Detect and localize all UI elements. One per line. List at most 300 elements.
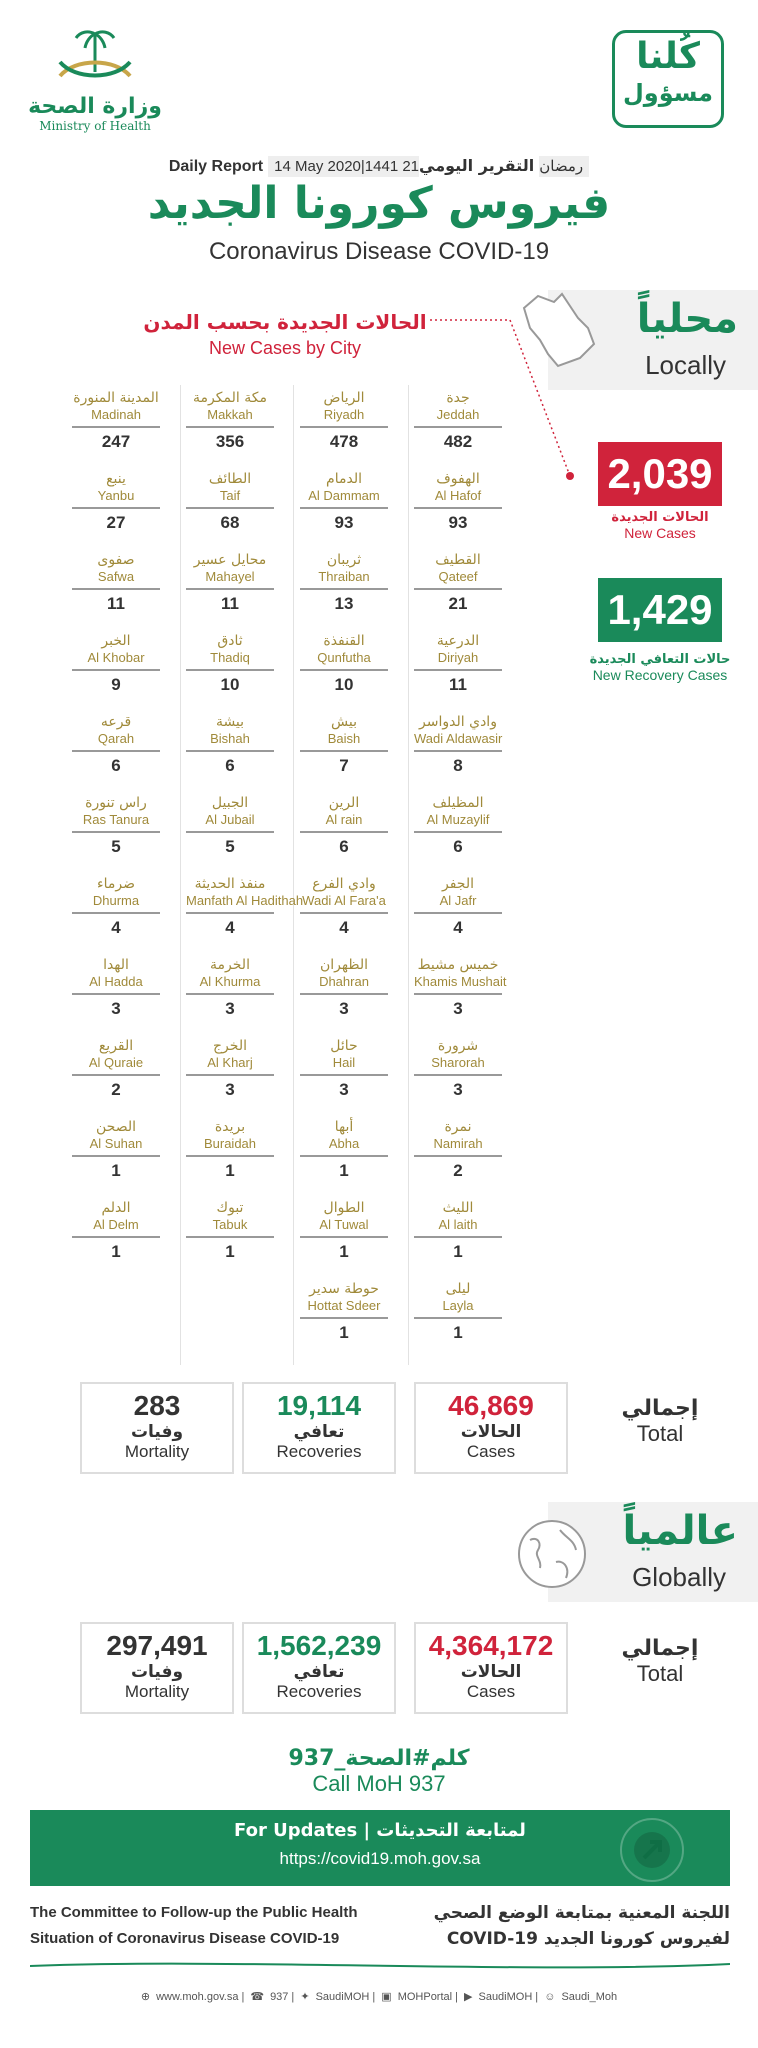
city-value: 1 [225,1161,235,1180]
global-mortality-value: 297,491 [106,1630,208,1661]
city-name-ar: الهدا [103,957,129,973]
city-separator [300,1317,388,1319]
city-name-en: Mahayel [205,569,255,584]
call-section [0,1746,758,1797]
city-name-en: Al rain [325,812,363,827]
updates-banner [30,1810,730,1886]
portal-icon: ▣ [381,1991,392,2003]
locally-ar: محلياً [636,296,738,342]
city-separator [186,669,274,671]
city-separator [300,669,388,671]
city-name-en: Al Jafr [439,893,477,908]
city-cell [300,471,388,533]
campaign-line2: مسؤول [622,79,714,107]
city-name-ar: الهفوف [436,471,480,487]
city-name-en: Makkah [207,407,253,422]
city-name-ar: منفذ الحديثة [194,876,266,892]
city-name-ar: ليلى [445,1281,471,1297]
city-cell [186,552,274,614]
city-cell [72,1200,160,1262]
city-name-ar: وادي الفرع [312,876,376,892]
city-name-en: Sharorah [431,1055,485,1070]
city-cell [300,876,388,938]
local-cases-ar: الحالات [460,1422,522,1442]
city-name-en: Abha [328,1136,360,1151]
city-cell [186,633,274,695]
city-value: 93 [448,513,468,532]
city-name-ar: القنفذة [323,633,365,649]
city-value: 3 [339,1080,349,1099]
new-recovery-caption [578,652,742,683]
city-separator [414,750,502,752]
city-value: 478 [329,432,359,451]
city-name-en: Wadi Al Fara'a [302,893,386,908]
grid-divider [293,385,294,1365]
city-separator [186,1155,274,1157]
city-separator [186,831,274,833]
global-cases-ar: الحالات [460,1662,522,1682]
city-value: 1 [225,1242,235,1261]
new-recovery-box: 1,429 [598,578,722,642]
city-cell [414,552,502,614]
city-cell [186,714,274,776]
city-cell [72,390,160,452]
city-cell [186,1200,274,1262]
city-separator [414,669,502,671]
city-cell [414,390,502,452]
city-separator [414,1155,502,1157]
city-separator [414,507,502,509]
youtube-icon: ▶ [464,1991,473,2003]
globe-small-icon: ⊕ [140,1991,151,2003]
city-separator [72,1236,160,1238]
city-cell [72,714,160,776]
global-recoveries-value: 1,562,239 [256,1630,382,1661]
globally-ar: عالمياً [622,1508,738,1554]
city-cell [414,1281,502,1343]
city-name-ar: تبوك [216,1200,244,1216]
updates-heading: For Updates | لمتابعة التحديثات [234,1820,526,1841]
new-cases-en: New Cases [624,525,696,541]
city-cell [72,1038,160,1100]
city-separator [186,426,274,428]
city-value: 4 [225,918,235,937]
city-separator [300,831,388,833]
city-separator [300,1074,388,1076]
city-name-ar: الليث [442,1200,474,1216]
city-cell [300,957,388,1019]
local-mortality-card [80,1382,234,1474]
city-value: 356 [215,432,245,451]
footer-portal[interactable]: MOHPortal [397,1991,453,2003]
global-total-ar: إجمالي [621,1636,699,1661]
city-separator [72,750,160,752]
city-name-en: Qateef [438,569,478,584]
city-separator [72,426,160,428]
city-value: 9 [111,675,121,694]
city-name-ar: بيش [331,714,357,730]
global-mortality-en: Mortality [124,1682,190,1701]
city-name-en: Al Tuwal [319,1217,369,1232]
city-value: 6 [339,837,349,856]
city-name-ar: الخرج [213,1038,247,1054]
committee-en-line1: The Committee to Follow-up the Public Health [30,1904,358,1921]
call-number[interactable]: Call MoH 937 [312,1771,446,1796]
city-name-ar: الدرعية [436,633,480,649]
city-name-ar: الدلم [101,1200,131,1216]
city-name-ar: صفوى [97,552,135,568]
local-recoveries-value: 19,114 [276,1390,362,1421]
city-name-en: Tabuk [212,1217,248,1232]
city-value: 247 [101,432,131,451]
new-recovery-en: New Recovery Cases [592,667,728,683]
city-name-en: Al Delm [93,1217,139,1232]
city-value: 482 [443,432,473,451]
footer-snap[interactable]: Saudi_Moh [561,1991,618,2003]
city-cell [72,957,160,1019]
city-separator [300,750,388,752]
city-name-ar: أبها [334,1119,354,1135]
city-value: 6 [453,837,463,856]
city-name-ar: شرورة [437,1038,479,1054]
city-name-ar: قرعه [100,714,132,730]
city-value: 4 [111,918,121,937]
city-cell [186,957,274,1019]
city-cell [300,795,388,857]
footer-wave [30,1956,730,1976]
city-name-ar: الرين [328,795,360,811]
city-name-ar: الصحن [96,1119,136,1135]
city-name-ar: وادي الدواسر [419,714,497,730]
city-cell [414,876,502,938]
local-total-en: Total [636,1421,684,1446]
city-separator [300,426,388,428]
city-separator [300,1155,388,1157]
city-value: 1 [339,1242,349,1261]
city-separator [72,912,160,914]
grid-divider [408,385,409,1365]
city-cell [414,1119,502,1181]
city-value: 1 [339,1323,349,1342]
city-separator [186,588,274,590]
city-cell [72,471,160,533]
city-value: 3 [225,1080,235,1099]
city-value: 3 [453,1080,463,1099]
committee-ar-line1: اللجنة المعنية بمتابعة الوضع الصحي [433,1903,730,1923]
city-separator [186,1074,274,1076]
grid-divider [180,385,181,1365]
city-value: 13 [334,594,354,613]
city-name-ar: ضرماء [97,876,135,892]
page-title-ar: فيروس كورونا الجديد [147,178,611,229]
new-cases-box: 2,039 [598,442,722,506]
snapchat-icon: ☺ [544,1991,556,2003]
locally-en: Locally [645,350,726,380]
city-value: 3 [453,999,463,1018]
city-name-en: Al Suhan [89,1136,143,1151]
city-value: 3 [225,999,235,1018]
city-name-ar: المظيلف [432,795,484,811]
city-cell [414,1200,502,1262]
phone-icon: ☎ [250,1991,265,2003]
city-name-ar: خميس مشيط [417,957,499,973]
city-name-en: Layla [442,1298,474,1313]
city-separator [414,912,502,914]
city-cell [300,633,388,695]
city-name-ar: الخرمة [210,957,250,973]
city-name-en: Qarah [97,731,135,746]
city-cell [300,1119,388,1181]
footer-youtube[interactable]: SaudiMOH [478,1991,533,2003]
city-name-ar: بيشة [215,714,245,730]
city-cell [300,714,388,776]
global-mortality-ar: وفيات [130,1662,184,1682]
city-separator [414,831,502,833]
city-value: 6 [111,756,121,775]
city-cell [186,795,274,857]
city-value: 1 [339,1161,349,1180]
palm-swords-icon [50,28,140,86]
city-value: 7 [339,756,349,775]
global-cases-en: Cases [466,1682,516,1701]
global-total-en: Total [636,1661,684,1686]
city-value: 10 [220,675,240,694]
city-separator [300,1236,388,1238]
city-value: 10 [334,675,354,694]
city-separator [72,1155,160,1157]
city-name-en: Buraidah [203,1136,257,1151]
city-value: 21 [448,594,468,613]
city-value: 3 [339,999,349,1018]
city-value: 1 [111,1242,121,1261]
city-name-ar: حوطة سدير [309,1281,379,1297]
city-name-ar: الطائف [208,471,252,487]
city-value: 8 [453,756,463,775]
city-value: 27 [106,513,126,532]
city-name-en: Al Khobar [87,650,145,665]
city-separator [186,1236,274,1238]
city-value: 6 [225,756,235,775]
city-cell [186,876,304,938]
updates-url-link[interactable]: https://covid19.moh.gov.sa [279,1849,481,1868]
city-separator [72,993,160,995]
city-name-ar: الظهران [320,957,368,973]
city-separator [186,912,274,914]
city-name-ar: المدينة المنورة [73,390,159,406]
city-name-en: Taif [219,488,241,503]
city-cell [300,1281,388,1343]
committee-en [30,1900,390,1952]
city-name-en: Yanbu [97,488,135,503]
city-separator [414,993,502,995]
campaign-line1: كُلنا [636,36,700,77]
city-name-en: Al Kharj [207,1055,253,1070]
city-name-ar: محايل عسير [193,552,267,568]
footer-twitter[interactable]: SaudiMOH [315,1991,370,2003]
city-name-en: Namirah [433,1136,483,1151]
city-value: 1 [453,1323,463,1342]
city-cell [72,795,160,857]
new-recovery-ar: حالات التعافي الجديدة [589,652,731,667]
city-name-en: Dhahran [319,974,369,989]
city-name-en: Manfath Al Hadithah [186,893,304,908]
city-name-en: Jeddah [436,407,480,422]
city-separator [414,1074,502,1076]
city-name-ar: القطيف [435,552,481,568]
city-value: 2 [111,1080,121,1099]
global-recoveries-en: Recoveries [276,1682,362,1701]
local-cases-card [414,1382,568,1474]
city-name-en: Qunfutha [317,650,371,665]
city-cell [72,552,160,614]
report-date: 14 May 2020|1441 21رمضان [268,156,589,177]
city-name-ar: ثريبان [326,552,362,568]
city-separator [300,588,388,590]
city-name-ar: نمرة [444,1119,472,1135]
city-separator [72,588,160,590]
city-name-en: Madinah [91,407,141,422]
city-value: 3 [111,999,121,1018]
city-name-ar: الطوال [323,1200,365,1216]
city-name-en: Baish [327,731,361,746]
city-separator [186,507,274,509]
city-heading-ar: الحالات الجديدة بحسب المدن [143,310,427,334]
city-cell [300,552,388,614]
city-separator [414,588,502,590]
global-recoveries-card [242,1622,396,1714]
call-hashtag: كلم#الصحة_937 [288,1746,470,1771]
daily-report-en: Daily Report [168,158,264,175]
city-name-ar: الرياض [323,390,365,406]
globe-icon [516,1518,588,1590]
city-name-en: Al Hafof [434,488,482,503]
city-name-ar: الجبيل [211,795,249,811]
city-value: 93 [334,513,354,532]
global-recoveries-ar: تعافي [293,1662,345,1682]
new-cases-caption [578,510,742,541]
city-cell [72,633,160,695]
city-value: 5 [111,837,121,856]
city-cell [414,633,502,695]
city-value: 11 [221,594,239,613]
city-value: 2 [453,1161,463,1180]
city-name-ar: حائل [330,1038,358,1054]
city-name-en: Al Khurma [199,974,261,989]
city-cell [186,471,274,533]
local-mortality-en: Mortality [124,1442,190,1461]
city-name-en: Al Quraie [88,1055,144,1070]
globally-en: Globally [632,1562,726,1592]
city-value: 4 [339,918,349,937]
city-name-en: Al Muzaylif [426,812,490,827]
footer-phone[interactable]: 937 [270,1991,289,2003]
city-separator [300,912,388,914]
local-total-label [600,1396,720,1447]
city-separator [300,993,388,995]
city-separator [72,669,160,671]
global-total-label [600,1636,720,1687]
new-cases-by-city-heading [100,310,470,359]
local-recoveries-card [242,1382,396,1474]
city-name-ar: الجفر [442,876,474,892]
city-name-ar: راس تنورة [85,795,147,811]
city-name-ar: القريع [98,1038,134,1054]
committee-en-line2: Situation of Coronavirus Disease COVID-19 [30,1930,340,1947]
city-heading-en: New Cases by City [208,338,362,358]
city-value: 4 [453,918,463,937]
city-name-en: Al Jubail [205,812,255,827]
city-cell [414,1038,502,1100]
footer-website[interactable]: www.moh.gov.sa [156,1991,239,2003]
city-name-en: Hottat Sdeer [307,1298,381,1313]
local-cases-value: 46,869 [448,1390,534,1421]
city-name-ar: الدمام [326,471,362,487]
new-cases-ar: الحالات الجديدة [611,510,709,525]
global-mortality-card [80,1622,234,1714]
city-cell [300,1200,388,1262]
city-name-en: Khamis Mushait [414,974,507,989]
moh-logo-ar: وزارة الصحة [28,94,162,119]
city-name-en: Wadi Aldawasir [414,731,503,746]
city-name-ar: ثادق [217,633,243,649]
city-cell [72,1119,160,1181]
footer-links: ⊕ www.moh.gov.sa | ☎ 937 | ✦ SaudiMOH | ▣ MOHPortal | ▶ SaudiMOH | ☺ Saudi_Moh [140,1991,618,2003]
arrow-icon [620,1818,684,1882]
campaign-logo [612,30,724,128]
city-cell [186,1038,274,1100]
city-name-ar: جدة [446,390,470,406]
local-mortality-value: 283 [133,1390,181,1421]
city-value: 11 [449,675,467,694]
twitter-icon: ✦ [300,1991,310,2003]
city-name-en: Thraiban [318,569,370,584]
city-separator [72,1074,160,1076]
city-separator [414,1236,502,1238]
city-cell [300,390,388,452]
city-name-en: Bishah [210,731,250,746]
city-name-en: Thadiq [210,650,250,665]
city-name-en: Safwa [97,569,135,584]
local-mortality-ar: وفيات [130,1422,184,1442]
moh-logo [20,28,170,138]
local-cases-en: Cases [466,1442,516,1461]
city-cell [414,795,502,857]
city-name-en: Dhurma [92,893,140,908]
city-separator [72,507,160,509]
city-cell [414,957,507,1019]
city-name-ar: مكة المكرمة [193,390,267,406]
city-separator [72,831,160,833]
city-name-en: Hail [332,1055,356,1070]
local-total-ar: إجمالي [621,1396,699,1421]
city-cell [300,1038,388,1100]
committee-ar-line2: لفيروس كورونا الجديد COVID-19 [446,1929,730,1949]
city-value: 11 [107,594,125,613]
city-value: 1 [453,1242,463,1261]
city-value: 68 [220,513,240,532]
city-separator [186,993,274,995]
city-name-en: Al Dammam [308,488,380,503]
city-separator [186,750,274,752]
global-cases-card [414,1622,568,1714]
city-name-en: Al laith [438,1217,478,1232]
city-separator [414,1317,502,1319]
global-cases-value: 4,364,172 [428,1630,554,1661]
daily-report-ar: التقرير اليومي [419,156,535,175]
local-recoveries-en: Recoveries [276,1442,362,1461]
committee-ar [400,1900,730,1952]
city-name-ar: ينبع [106,471,126,487]
